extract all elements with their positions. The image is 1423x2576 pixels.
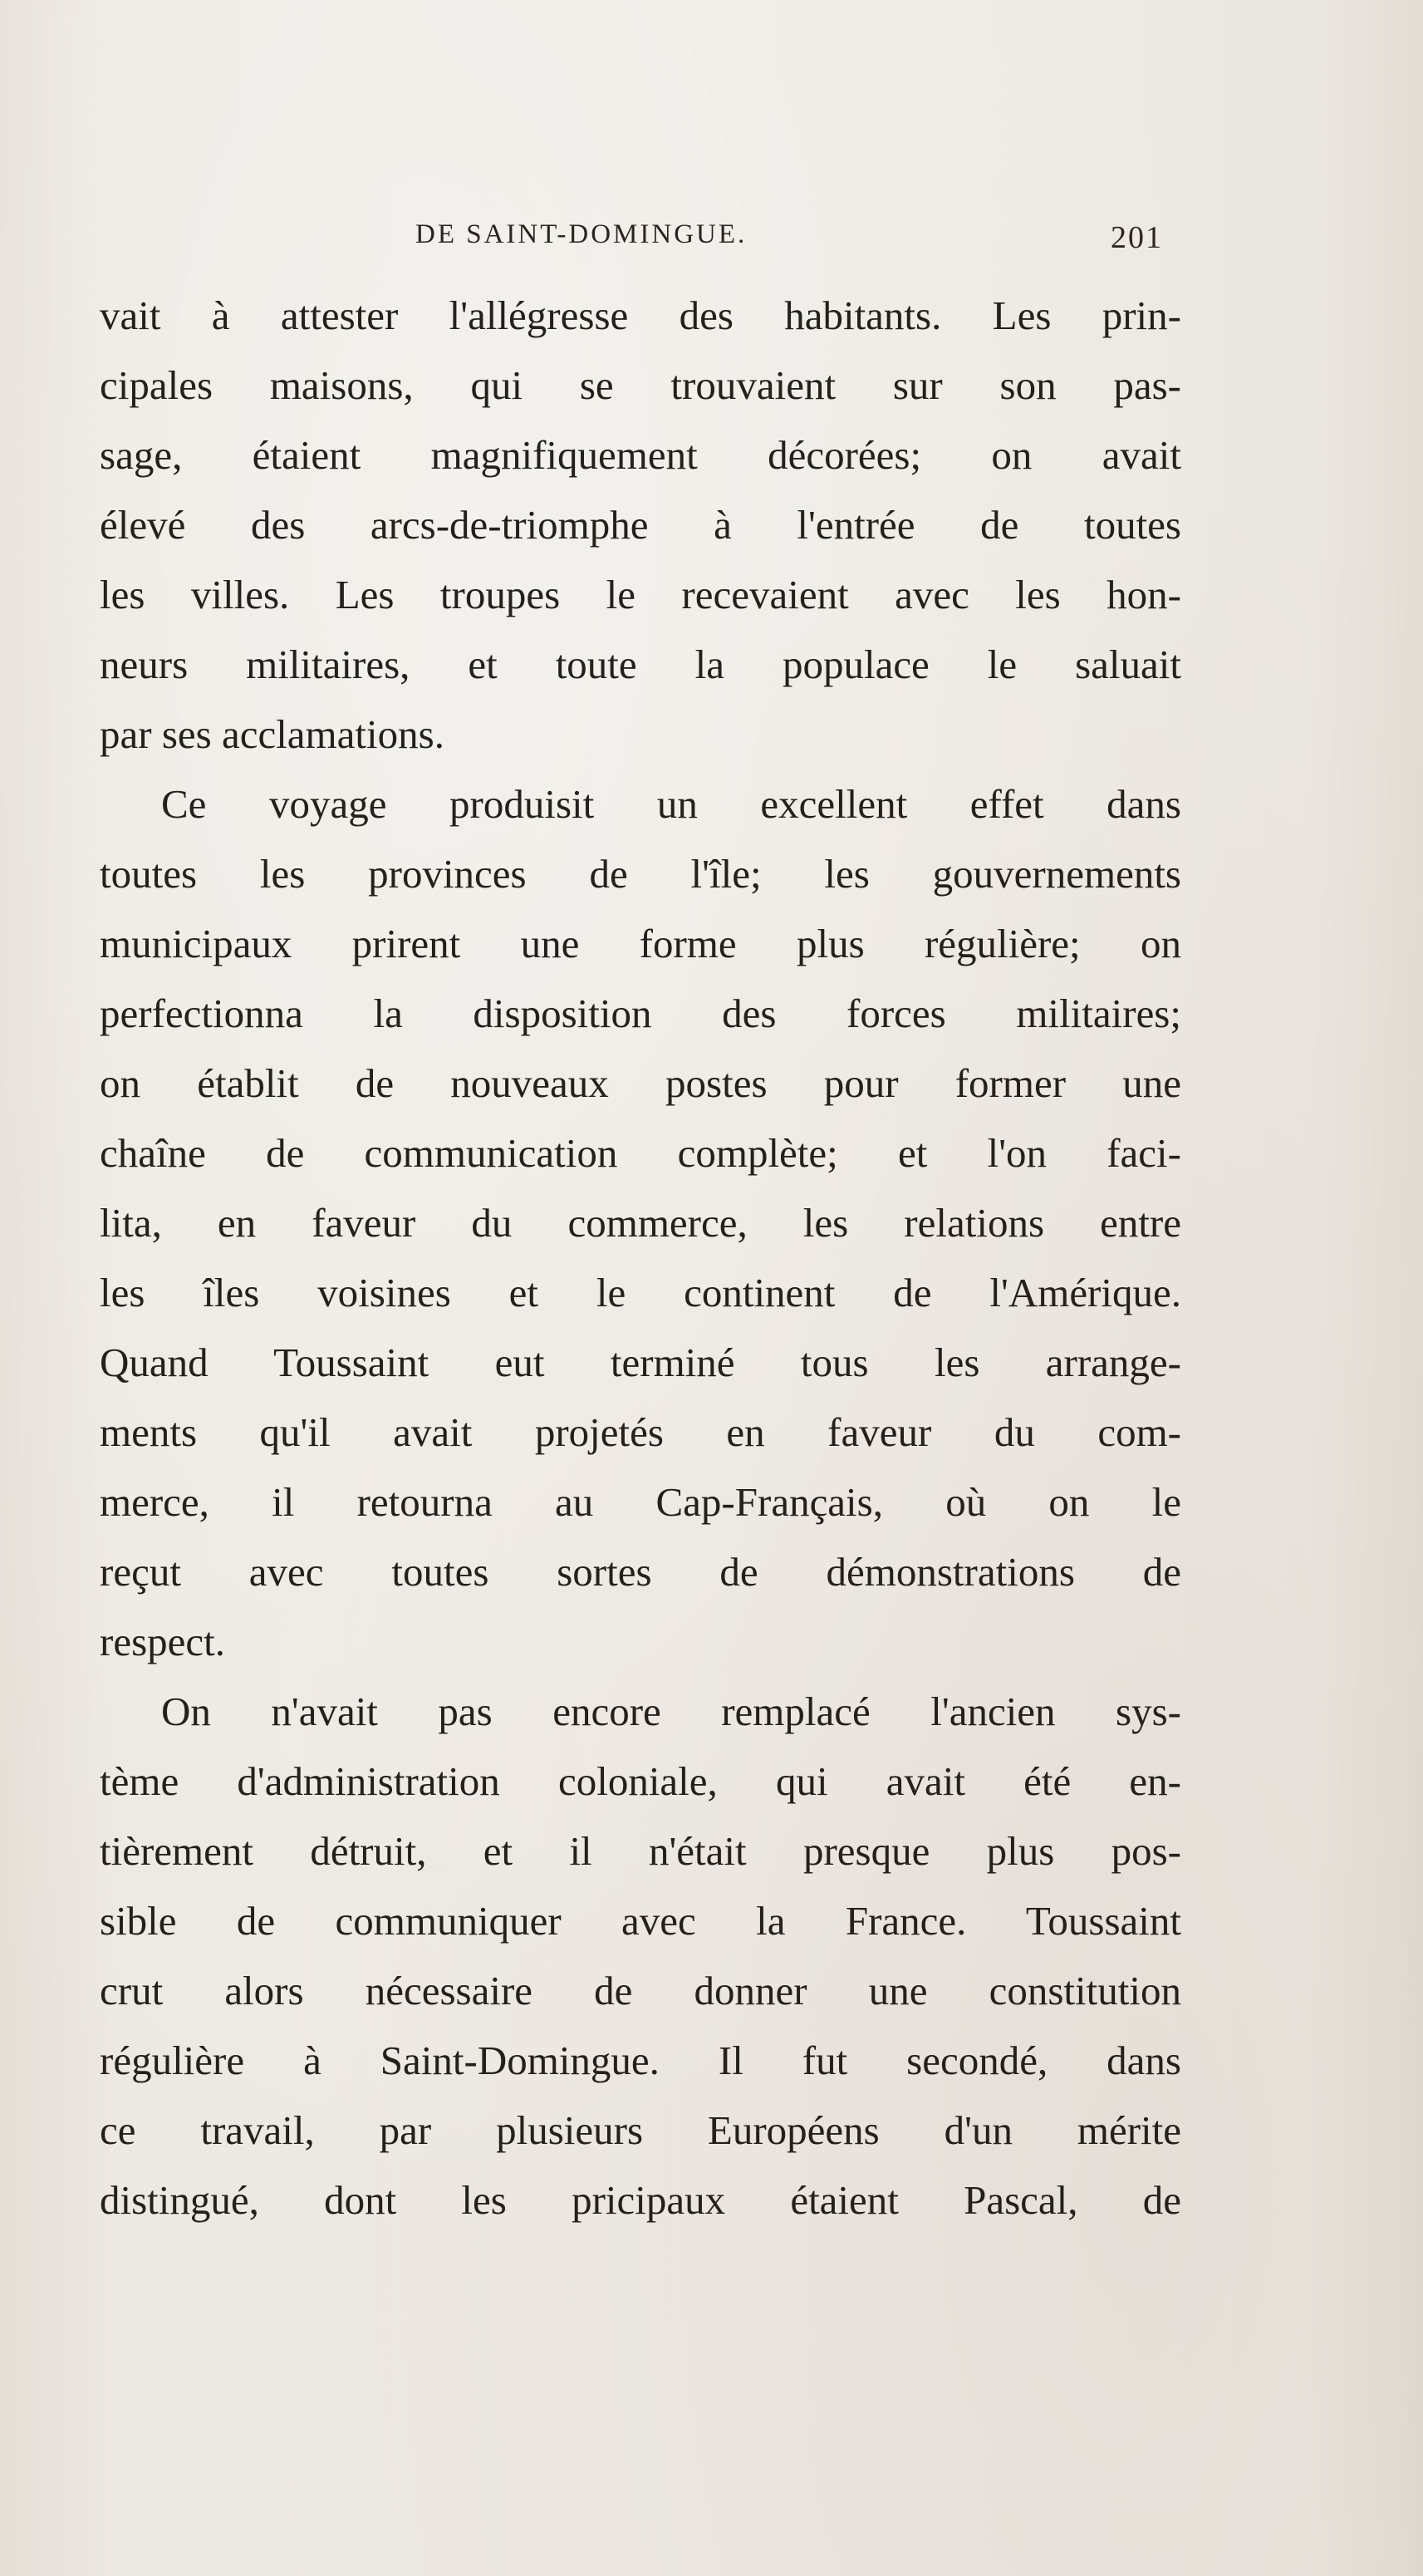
running-head-title: DE SAINT-DOMINGUE. <box>415 219 748 249</box>
text-line: régulière à Saint-Domingue. Il fut secondé, dans <box>100 2038 1181 2083</box>
text-line: les villes. Les troupes le recevaient avec les hon- <box>100 572 1181 617</box>
paragraph-2 <box>100 769 1181 1677</box>
text-line: Ce voyage produisit un excellent effet dans <box>161 781 1181 827</box>
running-head <box>415 219 1163 261</box>
text-line: neurs militaires, et toute la populace le saluait <box>100 642 1181 687</box>
text-line: tièrement détruit, et il n'était presque plus pos- <box>100 1828 1181 1874</box>
text-line: ce travail, par plusieurs Européens d'un mérite <box>100 2107 1181 2153</box>
text-line: les îles voisines et le continent de l'Amérique. <box>100 1270 1181 1315</box>
text-line: Quand Toussaint eut terminé tous les arrange- <box>100 1340 1181 1385</box>
text-line: vait à attester l'allégresse des habitants. Les prin- <box>100 293 1181 338</box>
text-line: lita, en faveur du commerce, les relations entre <box>100 1200 1181 1246</box>
text-line: reçut avec toutes sortes de démonstrations de <box>100 1549 1181 1595</box>
text-line: chaîne de communication complète; et l'on faci- <box>100 1130 1181 1176</box>
text-line: ments qu'il avait projetés en faveur du com- <box>100 1409 1181 1455</box>
text-line: crut alors nécessaire de donner une constitution <box>100 1968 1181 2013</box>
paragraph-3 <box>100 1677 1181 2235</box>
text-line: respect. <box>100 1619 225 1664</box>
text-line: distingué, dont les pricipaux étaient Pascal, de <box>100 2177 1181 2223</box>
text-line: toutes les provinces de l'île; les gouvernements <box>100 851 1181 897</box>
body-text <box>100 281 1181 2235</box>
text-line: cipales maisons, qui se trouvaient sur son pas- <box>100 362 1181 408</box>
text-line: sage, étaient magnifiquement décorées; on avait <box>100 432 1181 478</box>
paragraph-1 <box>100 281 1181 769</box>
text-line: merce, il retourna au Cap-Français, où on le <box>100 1479 1181 1525</box>
text-line: par ses acclamations. <box>100 711 444 757</box>
text-line: sible de communiquer avec la France. Toussaint <box>100 1898 1181 1944</box>
text-line: élevé des arcs-de-triomphe à l'entrée de toutes <box>100 502 1181 548</box>
text-line: tème d'administration coloniale, qui avait été en- <box>100 1758 1181 1804</box>
text-line: on établit de nouveaux postes pour former une <box>100 1060 1181 1106</box>
text-line: perfectionna la disposition des forces militaires; <box>100 991 1181 1036</box>
page-number: 201 <box>1111 220 1163 255</box>
text-line: municipaux prirent une forme plus régulière; on <box>100 921 1181 966</box>
text-line: On n'avait pas encore remplacé l'ancien sys- <box>161 1689 1181 1734</box>
